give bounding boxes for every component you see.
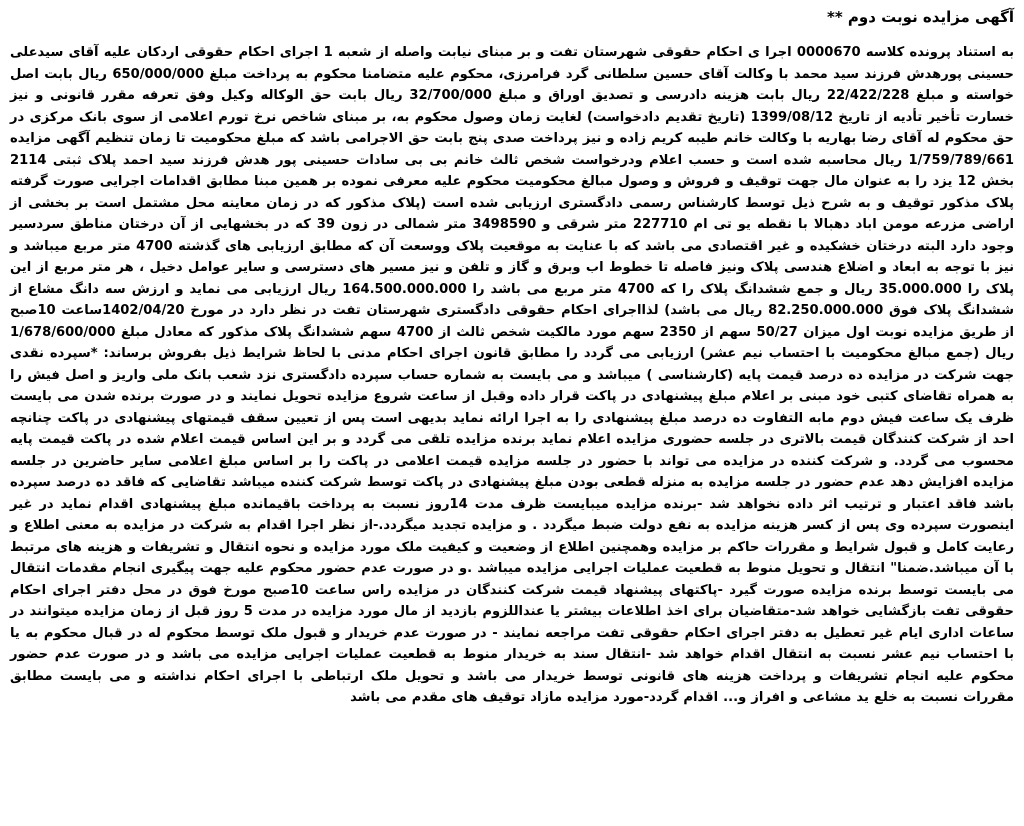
notice-body: به استناد پرونده کلاسه 0000670 اجرا ی احکام حقوقی شهرستان تفت و بر مبنای نیابت واصله از شعبه 1 اجرای احکام حقوقی اردکان علیه آقای سیدعلی حسینی پورهدش فرزند سید محمد با وکالت آقای حسین سلطانی گرد فرامرزی، محکوم علیه متضامنا محکوم به پرداخت مبلغ 650/000/000 ریال بابت اصل خواسته و مبلغ 22/422/228 ریال بابت هزینه دادرسی و تصدیق اوراق و مبلغ 32/700/000 ریال بابت حق الوکاله وکیل وفق تعرفه مقرر قانونی و نیز خسارت تأخیر تأدیه از تاریخ 1399/08/12 (تاریخ تقدیم دادخواست) لغایت زمان وصول محکوم به، بر مبنای شاخص نرخ تورم اعلامی از سوی بانک مرکزی در حق محکوم له آقای رضا بهاریه با وکالت خانم طیبه کریم زاده و نیز پرداخت صدی پنج بابت حق الاجرامی باشد که مبلغ محکومیت تا زمان تنظیم آگهی مزایده 1/759/789/661 ریال محاسبه شده است و حسب اعلام ودرخواست شخص ثالث خانم بی بی سادات حسینی پور هدش فرزند سید احمد پلاک ثبتی 2114 بخش 12 یزد را به عنوان مال جهت توقیف و فروش و وصول مبالغ محکومیت محکوم علیه معرفی نموده بر همین مبنا مطابق اقدامات اجرایی صورت گرفته پلاک مذکور توقیف و به شرح ذیل توسط کارشناس رسمی دادگستری ارزیابی شده است (پلاک مذکور که در زمان معاینه محل مشتمل است بر بخشی از اراضی مزرعه مومن اباد دهبالا با نقطه یو تی ام 227710 متر شرقی و 3498590 متر شمالی در زون 39 که در بخشهایی از آن درختان مناطق سردسیر وجود دارد البته درختان خشکیده و غیر اقتصادی می باشد که با عنایت به موقعیت پلاک ووسعت آن که مطابق ارزیابی های گذشته 4700 متر مربع میباشد و نیز با توجه به ابعاد و اضلاع هندسی پلاک ونیز فاصله تا خطوط اب وبرق و گاز و تلفن و نیز مسیر های دسترسی و سایر عوامل دخیل ، هر متر مربع از این پلاک را 35.000.000 ریال و جمع ششدانگ پلاک را که 4700 متر مربع می باشد را 164.500.000.000 ریال ارزیابی می نماید و ارزش سه دانگ مشاع از ششدانگ پلاک فوق 82.250.000.000 ریال می باشد) لذااجرای احکام حقوقی دادگستری شهرستان تفت در نظر دارد در مورخ 1402/04/20ساعت 10صبح از طریق مزایده نوبت اول میزان 50/27 سهم از 2350 سهم مورد مالکیت شخص ثالث از 4700 سهم ششدانگ پلاک مذکور که معادل مبلغ 1/678/600/000 ریال (جمع مبالغ محکومیت با احتساب نیم عشر) ارزیابی می گردد را مطابق قانون اجرای احکام مدنی با لحاظ شرایط ذیل بفروش برساند: *سپرده نقدی جهت شرکت در مزایده ده درصد قیمت پایه (کارشناسی ) میباشد و می بایست به شماره حساب سپرده دادگستری نزد شعب بانک ملی واریز و اصل فیش را به همراه تقاضای کتبی خود مبنی بر اعلام مبلغ پیشنهادی در پاکت قرار داده وقبل از ساعت شروع مزایده تحویل نمایند و در صورت برنده شدن می بایست ظرف یک ساعت فیش دوم مابه التفاوت ده درصد مبلغ پیشنهادی را به اجرا ارائه نماید بدیهی است پس از تعیین سقف قیمتهای پیشنهادی در پاکت چنانچه احد از شرکت کنندگان قیمت بالاتری در جلسه حضوری مزایده اعلام نماید برنده مزایده تلقی می گردد و بر این اساس قیمت اعلام شده در پاکت قیمت پایه محسوب می گردد. و شرکت کننده در مزایده می تواند با حضور در جلسه مزایده قیمت اعلامی در پاکت را بر اساس مبلغ اعلامی سایر حاضرین در جلسه مزایده افزایش دهد عدم حضور در جلسه مزایده به منزله قطعی بودن مبلغ پیشنهادی در پاکت توسط شرکت کننده میباشد تقاضایی که فاقد ده درصد سپرده باشد فاقد اعتبار و ترتیب اثر داده نخواهد شد -برنده مزایده میبایست ظرف مدت 14روز نسبت به پرداخت باقیمانده مبلغ پیشنهادی اقدام نماید در غیر اینصورت سپرده وی پس از کسر هزینه مزایده به نفع دولت ضبط میگردد . و مزایده تجدید میگردد.-از نظر اجرا اقدام به شرکت در مزایده به معنی اطلاع و رعایت کامل و قبول شرایط و مقررات حاکم بر مزایده وهمچنین اطلاع از وضعیت و کیفیت ملک مورد مزایده و نحوه انتقال و تشریفات و هزینه های مرتبط با آن میباشد.ضمنا" انتقال و تحویل منوط به قطعیت عملیات اجرایی مزایده میباشد .و در صورت عدم حضور محکوم علیه جهت پیگیری انجام مقدمات انتقال می بایست توسط برنده مزایده صورت گیرد -پاکتهای پیشنهاد قیمت شرکت کنندگان در مزایده راس ساعت 10صبح مورخ فوق در محل دفتر اجرای احکام حقوقی تفت بازگشایی خواهد شد-متقاضیان برای اخذ اطلاعات بیشتر یا عنداللزوم بازدید از مال مورد مزایده در مدت 5 روز قبل از زمان مزایده میتوانند در ساعات اداری ایام غیر تعطیل به دفتر اجرای احکام حقوقی تفت مراجعه نمایند - در صورت عدم خریدار و قبول ملک توسط محکوم له در قبال محکوم به یا با احتساب نیم عشر نسبت به انتقال اقدام خواهد شد -انتقال سند به خریدار منوط به قطعیت عملیات اجرایی مزایده می باشد و در صورت عدم حضور محکوم علیه انجام تشریفات و پرداخت هزینه های قانونی توسط خریدار می باشد و تحویل ملک ارتباطی با اجرای احکام نداشته و می بایست مطابق مقررات نسبت به خلع ید مشاعی و افراز و... اقدام گردد-مورد مزایده مازاد توقیف های مقدم می باشد [10,45,1015,705]
notice-title: آگهی مزایده نوبت دوم ** [827,8,1014,26]
